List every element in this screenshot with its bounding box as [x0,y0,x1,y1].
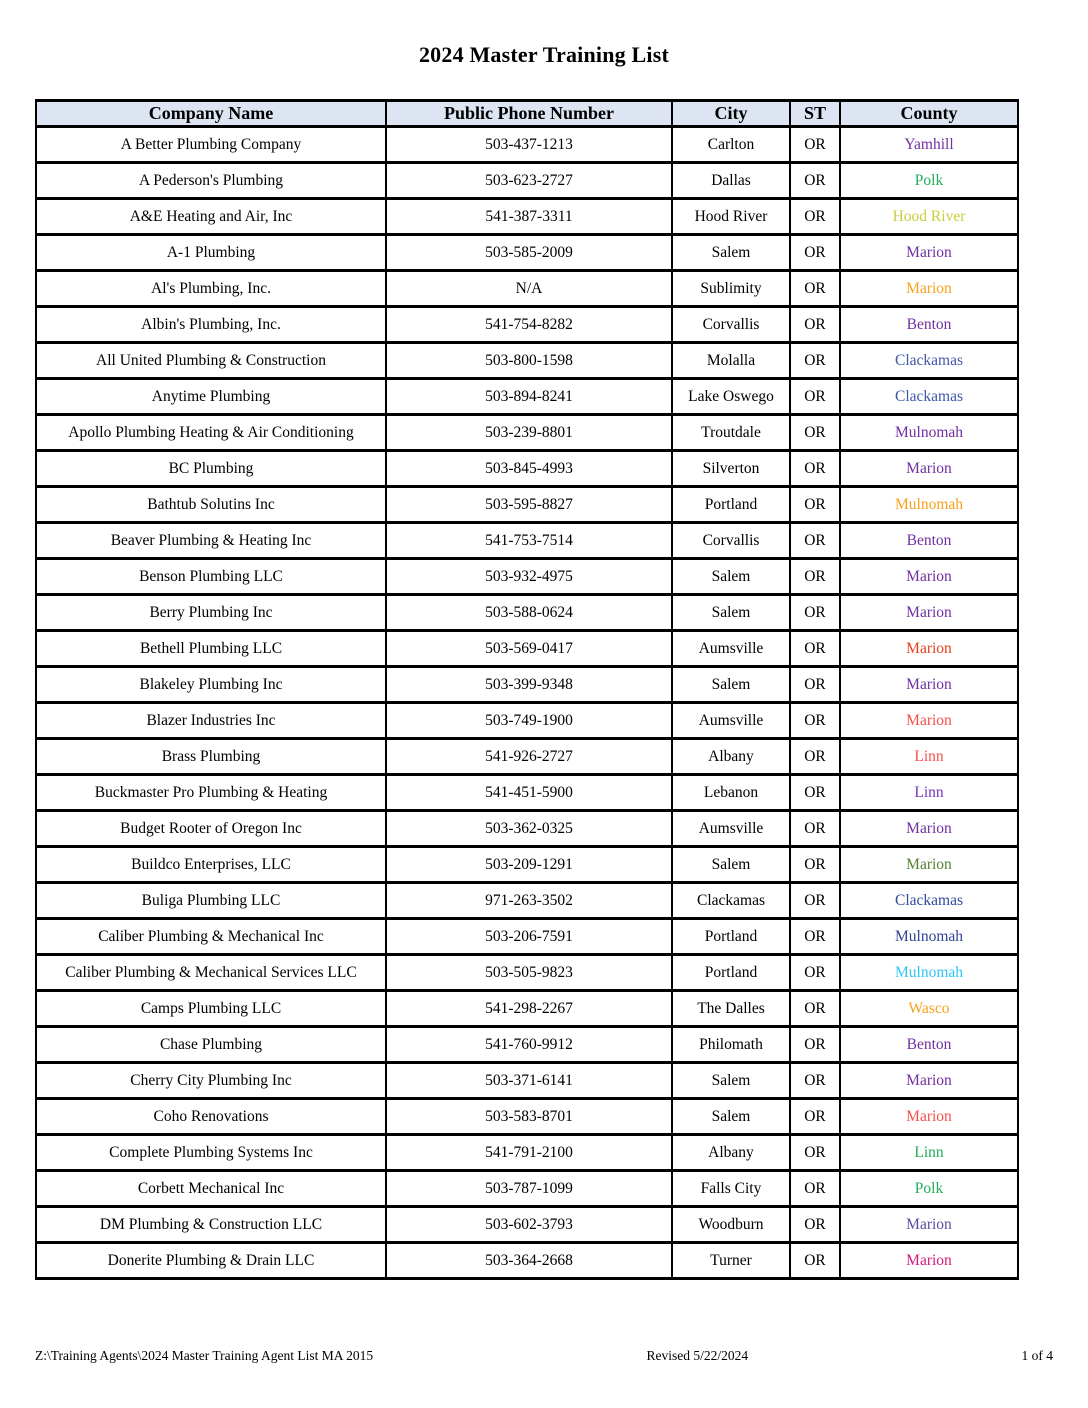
county-cell: Benton [840,1027,1018,1063]
company-cell: Al's Plumbing, Inc. [36,271,386,307]
city-cell: Sublimity [672,271,790,307]
county-cell: Marion [840,271,1018,307]
col-header-county: County [840,101,1018,127]
phone-cell: 503-239-8801 [386,415,672,451]
table-body [36,127,1018,1279]
table-row [36,1027,1018,1063]
table-row [36,343,1018,379]
city-cell: Hood River [672,199,790,235]
county-cell: Marion [840,703,1018,739]
phone-cell: 541-754-8282 [386,307,672,343]
company-cell: Bethell Plumbing LLC [36,631,386,667]
state-cell: OR [790,271,840,307]
county-cell: Benton [840,307,1018,343]
state-cell: OR [790,343,840,379]
county-cell: Polk [840,163,1018,199]
city-cell: Albany [672,1135,790,1171]
company-cell: Apollo Plumbing Heating & Air Conditioning [36,415,386,451]
company-cell: Anytime Plumbing [36,379,386,415]
company-cell: Donerite Plumbing & Drain LLC [36,1243,386,1279]
county-cell: Marion [840,847,1018,883]
county-cell: Marion [840,559,1018,595]
company-cell: Caliber Plumbing & Mechanical Services LLC [36,955,386,991]
table-row [36,199,1018,235]
table-row [36,1207,1018,1243]
county-cell: Marion [840,667,1018,703]
state-cell: OR [790,415,840,451]
col-header-st: ST [790,101,840,127]
phone-cell: 971-263-3502 [386,883,672,919]
city-cell: Falls City [672,1171,790,1207]
phone-cell: 503-583-8701 [386,1099,672,1135]
state-cell: OR [790,199,840,235]
phone-cell: 541-760-9912 [386,1027,672,1063]
state-cell: OR [790,631,840,667]
phone-cell: 541-298-2267 [386,991,672,1027]
company-cell: Budget Rooter of Oregon Inc [36,811,386,847]
county-cell: Hood River [840,199,1018,235]
table-row [36,775,1018,811]
company-cell: Albin's Plumbing, Inc. [36,307,386,343]
state-cell: OR [790,451,840,487]
city-cell: Salem [672,235,790,271]
state-cell: OR [790,1063,840,1099]
state-cell: OR [790,1243,840,1279]
city-cell: Lake Oswego [672,379,790,415]
footer-page-number: 1 of 4 [1021,1348,1053,1363]
city-cell: Albany [672,739,790,775]
company-cell: Complete Plumbing Systems Inc [36,1135,386,1171]
table-row [36,703,1018,739]
city-cell: Clackamas [672,883,790,919]
county-cell: Clackamas [840,343,1018,379]
table-row [36,163,1018,199]
city-cell: The Dalles [672,991,790,1027]
company-cell: Buliga Plumbing LLC [36,883,386,919]
phone-cell: 541-451-5900 [386,775,672,811]
company-cell: A-1 Plumbing [36,235,386,271]
state-cell: OR [790,847,840,883]
city-cell: Dallas [672,163,790,199]
table-row [36,523,1018,559]
table-row [36,559,1018,595]
city-cell: Molalla [672,343,790,379]
table-row [36,487,1018,523]
phone-cell: 541-387-3311 [386,199,672,235]
company-cell: DM Plumbing & Construction LLC [36,1207,386,1243]
county-cell: Mulnomah [840,955,1018,991]
table-row [36,955,1018,991]
table-row [36,595,1018,631]
table-header-row [36,101,1018,127]
county-cell: Mulnomah [840,487,1018,523]
county-cell: Marion [840,451,1018,487]
phone-cell: 503-800-1598 [386,343,672,379]
phone-cell: 541-791-2100 [386,1135,672,1171]
table-row [36,1135,1018,1171]
table-row [36,127,1018,163]
county-cell: Marion [840,1063,1018,1099]
city-cell: Salem [672,1063,790,1099]
city-cell: Salem [672,667,790,703]
footer-revised-date: Revised 5/22/2024 [646,1348,749,1363]
city-cell: Aumsville [672,631,790,667]
city-cell: Lebanon [672,775,790,811]
table-row [36,235,1018,271]
state-cell: OR [790,739,840,775]
city-cell: Woodburn [672,1207,790,1243]
county-cell: Marion [840,1243,1018,1279]
state-cell: OR [790,703,840,739]
phone-cell: 503-749-1900 [386,703,672,739]
company-cell: A&E Heating and Air, Inc [36,199,386,235]
phone-cell: 503-437-1213 [386,127,672,163]
phone-cell: 503-371-6141 [386,1063,672,1099]
city-cell: Salem [672,559,790,595]
county-cell: Marion [840,631,1018,667]
city-cell: Portland [672,919,790,955]
table-row [36,379,1018,415]
state-cell: OR [790,127,840,163]
company-cell: Cherry City Plumbing Inc [36,1063,386,1099]
phone-cell: 503-623-2727 [386,163,672,199]
county-cell: Linn [840,1135,1018,1171]
state-cell: OR [790,1171,840,1207]
city-cell: Portland [672,955,790,991]
company-cell: A Pederson's Plumbing [36,163,386,199]
state-cell: OR [790,595,840,631]
company-cell: Berry Plumbing Inc [36,595,386,631]
company-cell: Corbett Mechanical Inc [36,1171,386,1207]
phone-cell: 503-399-9348 [386,667,672,703]
state-cell: OR [790,919,840,955]
company-cell: Caliber Plumbing & Mechanical Inc [36,919,386,955]
city-cell: Salem [672,1099,790,1135]
state-cell: OR [790,1099,840,1135]
phone-cell: N/A [386,271,672,307]
county-cell: Wasco [840,991,1018,1027]
company-cell: BC Plumbing [36,451,386,487]
table-row [36,307,1018,343]
phone-cell: 503-206-7591 [386,919,672,955]
company-cell: A Better Plumbing Company [36,127,386,163]
county-cell: Yamhill [840,127,1018,163]
footer-file-path: Z:\Training Agents\2024 Master Training Agent List MA 2015 [35,1348,374,1363]
county-cell: Benton [840,523,1018,559]
phone-cell: 541-753-7514 [386,523,672,559]
company-cell: All United Plumbing & Construction [36,343,386,379]
city-cell: Salem [672,595,790,631]
county-cell: Marion [840,595,1018,631]
city-cell: Corvallis [672,307,790,343]
city-cell: Portland [672,487,790,523]
col-header-city: City [672,101,790,127]
table-row [36,631,1018,667]
city-cell: Salem [672,847,790,883]
table-row [36,1099,1018,1135]
county-cell: Mulnomah [840,415,1018,451]
company-cell: Blakeley Plumbing Inc [36,667,386,703]
phone-cell: 503-585-2009 [386,235,672,271]
state-cell: OR [790,991,840,1027]
phone-cell: 503-588-0624 [386,595,672,631]
company-cell: Coho Renovations [36,1099,386,1135]
training-list-table [35,99,1019,1280]
table-row [36,667,1018,703]
table-row [36,271,1018,307]
col-header-company-name: Company Name [36,101,386,127]
state-cell: OR [790,1027,840,1063]
county-cell: Mulnomah [840,919,1018,955]
phone-cell: 541-926-2727 [386,739,672,775]
state-cell: OR [790,667,840,703]
state-cell: OR [790,487,840,523]
phone-cell: 503-932-4975 [386,559,672,595]
company-cell: Buckmaster Pro Plumbing & Heating [36,775,386,811]
table-row [36,1063,1018,1099]
table-row [36,847,1018,883]
page-title: 2024 Master Training List [418,42,670,67]
company-cell: Blazer Industries Inc [36,703,386,739]
city-cell: Philomath [672,1027,790,1063]
city-cell: Troutdale [672,415,790,451]
county-cell: Marion [840,235,1018,271]
col-header-public-phone-number: Public Phone Number [386,101,672,127]
table-row [36,811,1018,847]
table-row [36,991,1018,1027]
county-cell: Polk [840,1171,1018,1207]
state-cell: OR [790,235,840,271]
state-cell: OR [790,883,840,919]
county-cell: Marion [840,1099,1018,1135]
state-cell: OR [790,955,840,991]
state-cell: OR [790,811,840,847]
state-cell: OR [790,523,840,559]
table-row [36,1171,1018,1207]
page-footer [35,1348,1053,1364]
phone-cell: 503-362-0325 [386,811,672,847]
county-cell: Linn [840,739,1018,775]
city-cell: Carlton [672,127,790,163]
phone-cell: 503-209-1291 [386,847,672,883]
phone-cell: 503-894-8241 [386,379,672,415]
phone-cell: 503-595-8827 [386,487,672,523]
table-row [36,883,1018,919]
county-cell: Clackamas [840,883,1018,919]
state-cell: OR [790,163,840,199]
table-row [36,739,1018,775]
city-cell: Turner [672,1243,790,1279]
state-cell: OR [790,307,840,343]
state-cell: OR [790,559,840,595]
table-row [36,1243,1018,1279]
county-cell: Marion [840,1207,1018,1243]
phone-cell: 503-569-0417 [386,631,672,667]
company-cell: Brass Plumbing [36,739,386,775]
table-row [36,415,1018,451]
company-cell: Buildco Enterprises, LLC [36,847,386,883]
state-cell: OR [790,379,840,415]
state-cell: OR [790,775,840,811]
state-cell: OR [790,1135,840,1171]
city-cell: Aumsville [672,703,790,739]
city-cell: Aumsville [672,811,790,847]
phone-cell: 503-602-3793 [386,1207,672,1243]
company-cell: Beaver Plumbing & Heating Inc [36,523,386,559]
city-cell: Silverton [672,451,790,487]
state-cell: OR [790,1207,840,1243]
company-cell: Bathtub Solutins Inc [36,487,386,523]
phone-cell: 503-364-2668 [386,1243,672,1279]
company-cell: Chase Plumbing [36,1027,386,1063]
phone-cell: 503-787-1099 [386,1171,672,1207]
city-cell: Corvallis [672,523,790,559]
phone-cell: 503-845-4993 [386,451,672,487]
phone-cell: 503-505-9823 [386,955,672,991]
county-cell: Clackamas [840,379,1018,415]
county-cell: Linn [840,775,1018,811]
company-cell: Benson Plumbing LLC [36,559,386,595]
table-row [36,919,1018,955]
table-row [36,451,1018,487]
company-cell: Camps Plumbing LLC [36,991,386,1027]
county-cell: Marion [840,811,1018,847]
